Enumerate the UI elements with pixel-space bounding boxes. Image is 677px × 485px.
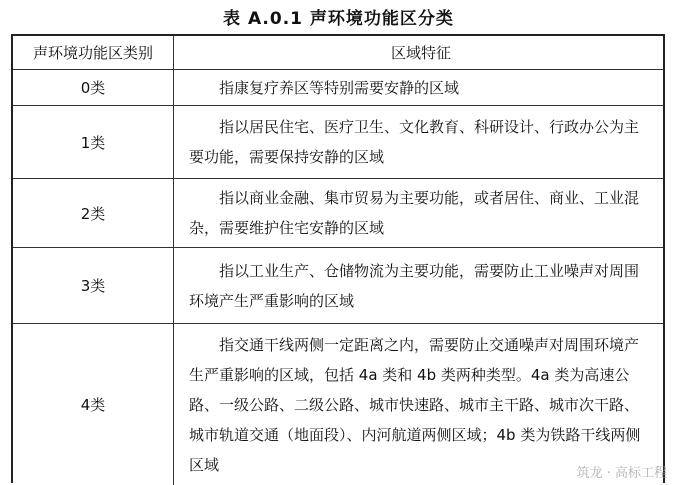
table-row [13,324,663,485]
table-row [13,248,663,324]
table-header-row [13,36,663,70]
row-category: 3类 [13,248,174,323]
row-description: 指以居民住宅、医疗卫生、文化教育、科研设计、行政办公为主要功能，需要保持安静的区域 [189,118,640,166]
table-row [13,106,663,179]
header-feature [175,36,663,69]
row-category: 1类 [13,106,174,178]
row-description-cell [175,106,663,178]
watermark: 筑龙 · 高标工程 [576,466,667,481]
row-description-cell [175,324,663,485]
row-category: 0类 [13,70,174,105]
row-description-cell [175,179,663,247]
row-description-cell [175,70,663,105]
table-row [13,70,663,106]
row-description: 指交通干线两侧一定距离之内，需要防止交通噪声对周围环境产生严重影响的区域，包括 4a 类和 4b 类两种类型。4a 类为高速公路、一级公路、二级公路、城市快速路、城市主干路、城市次干路、城市轨道交通（地面段）、内河航道两侧区域；4b 类为铁路干线两侧区域 [189,335,641,474]
table-title: 表 A.0.1 声环境功能区分类 [223,9,454,29]
row-description: 指以工业生产、仓储物流为主要功能，需要防止工业噪声对周围环境产生严重影响的区域 [189,261,640,310]
row-category: 2类 [13,179,174,247]
row-description: 指以商业金融、集市贸易为主要功能，或者居住、商业、工业混杂，需要维护住宅安静的区域 [189,189,640,237]
row-description: 指康复疗养区等特别需要安静的区域 [219,78,460,97]
row-description-cell [175,248,663,323]
noise-zone-table [11,34,665,483]
header-feature-label: 区域特征 [390,43,451,62]
header-category: 声环境功能区类别 [13,36,174,69]
row-category: 4类 [13,324,174,485]
table-row [13,179,663,248]
